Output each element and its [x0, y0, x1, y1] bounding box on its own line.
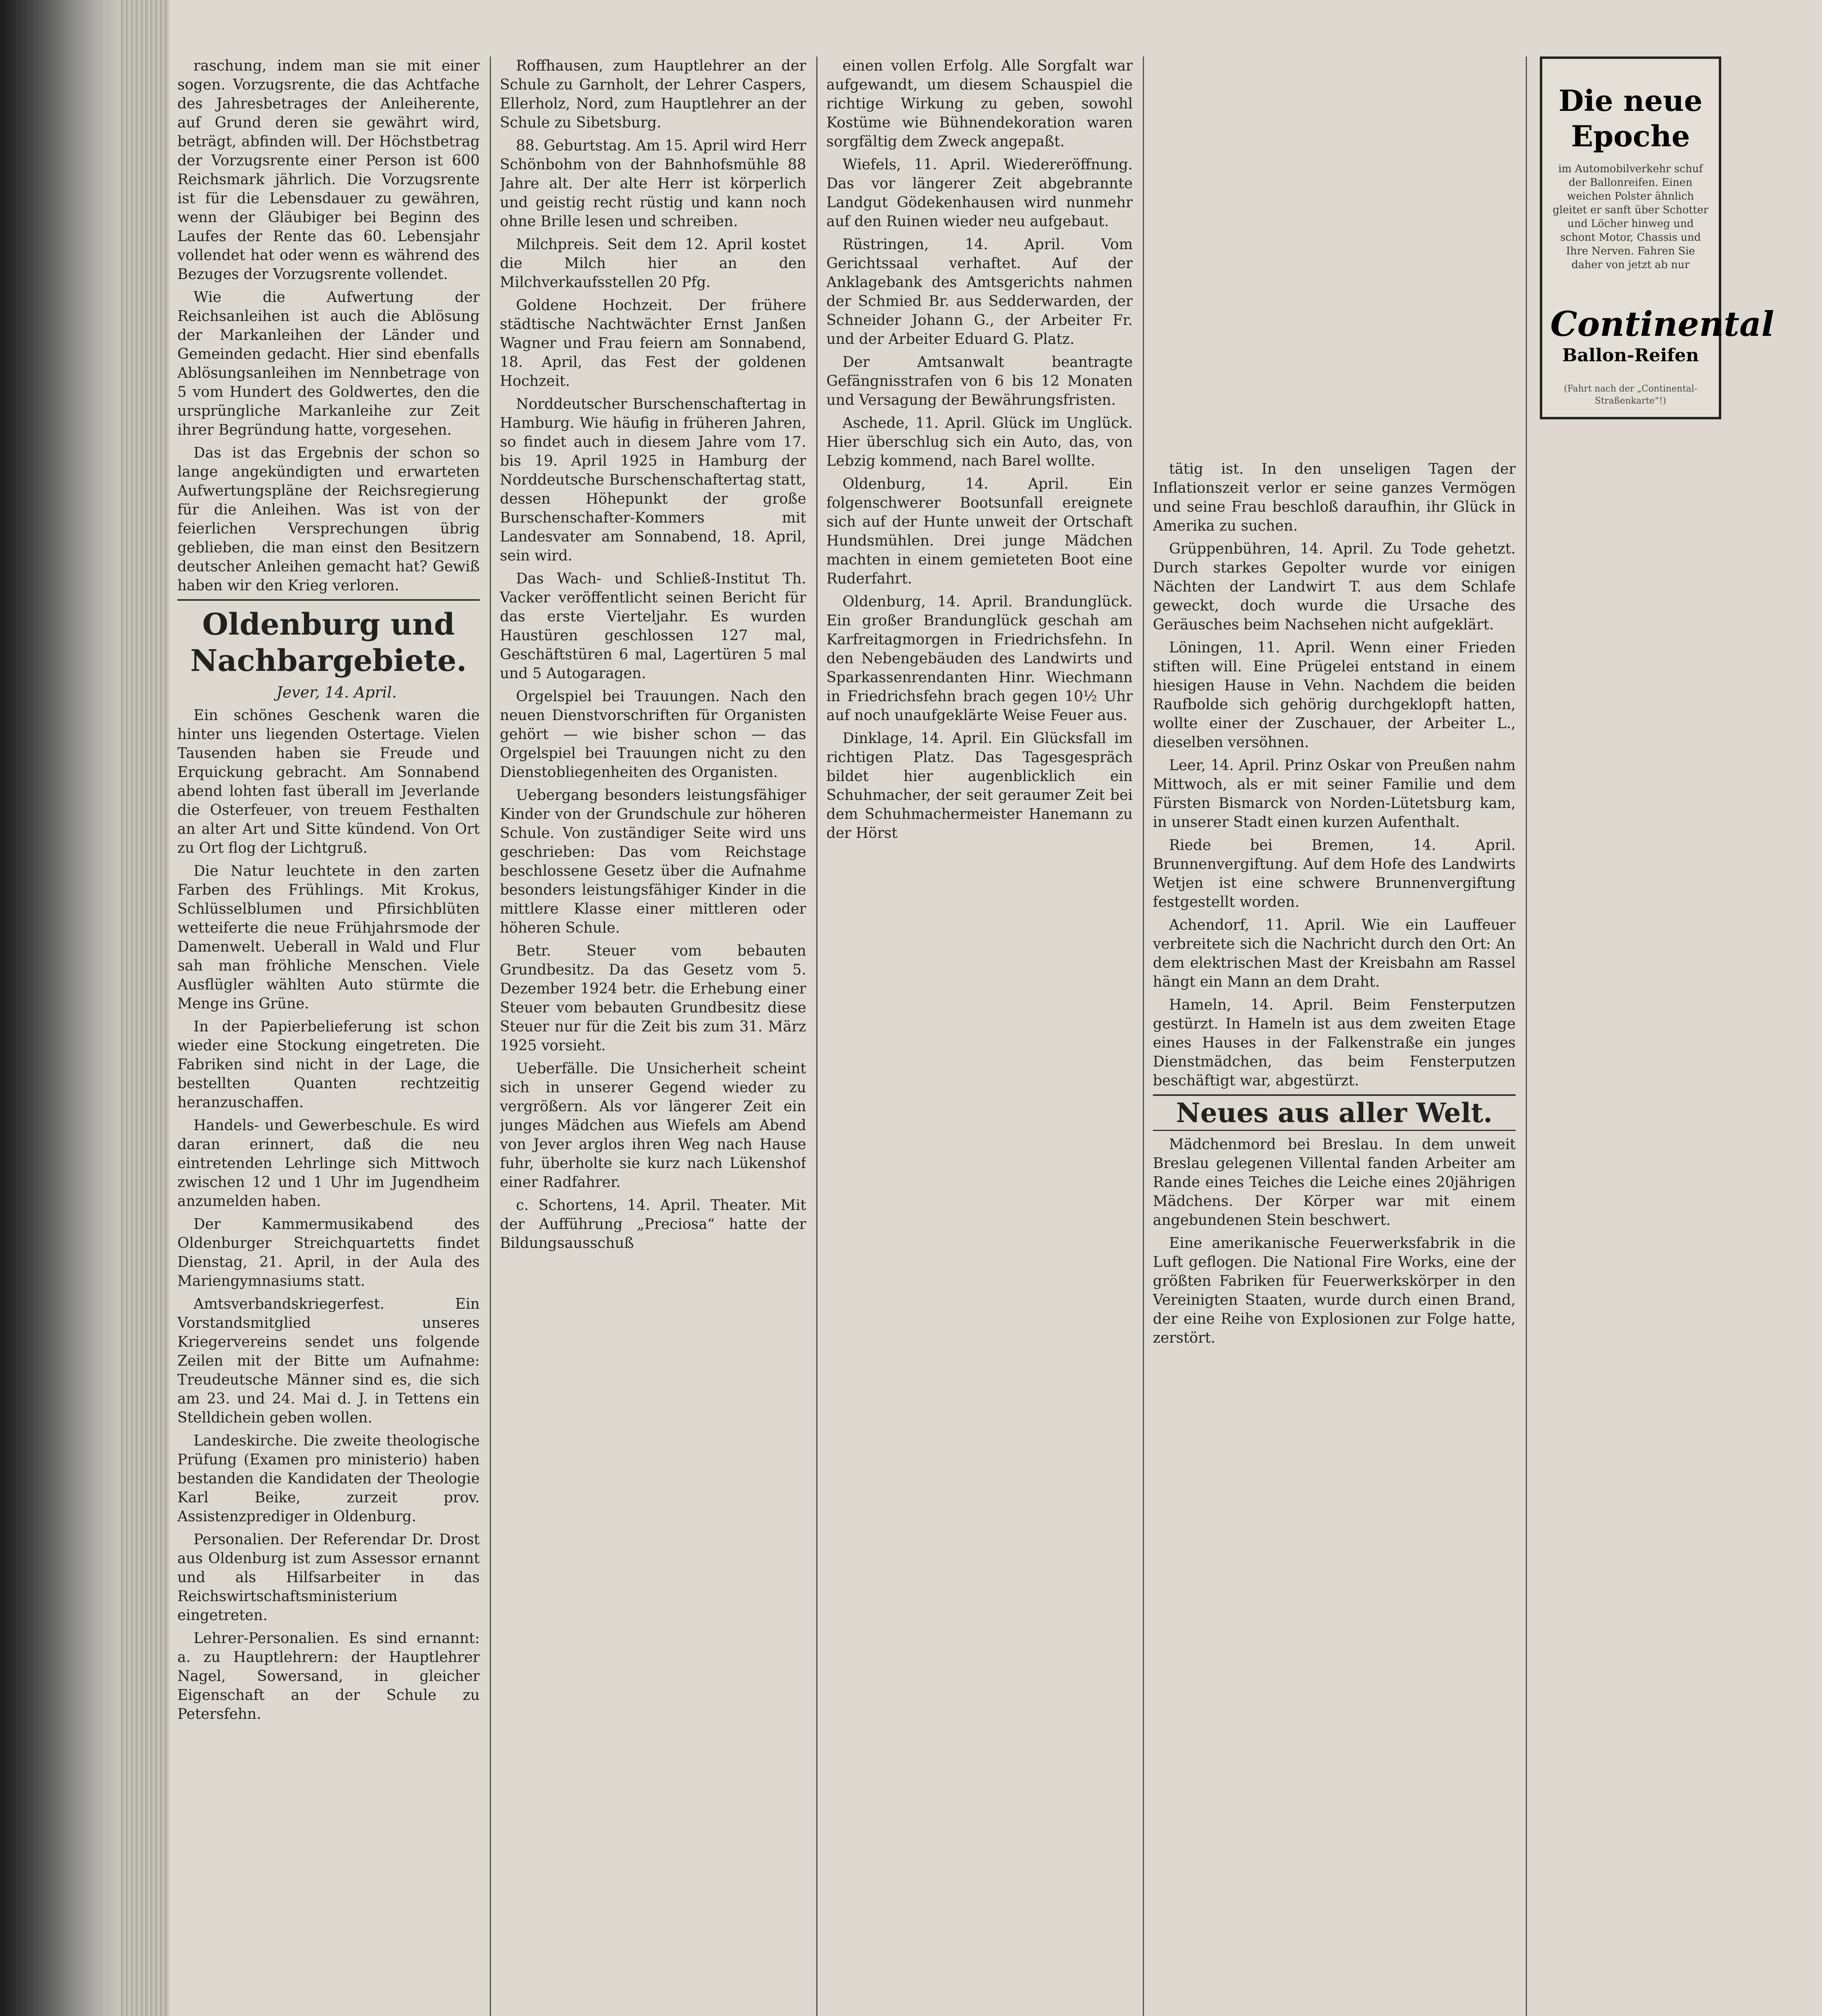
continental-advertisement [1540, 56, 1774, 419]
article-text: Milchpreis. Seit dem 12. April kostet die Milch hier an den Milchverkaufsstellen 20 Pfg. [500, 236, 806, 291]
article-text: Oldenburg, 14. April. Brandunglück. Ein großer Brandunglück geschah am Karfreitagmorgen in Friedrichsfehn. In den Nebengebäuden des Landwirts und Sparkassenrendanten Hinr. Wiechmann in Friedrichsfehn brach gegen 10½ Uhr auf noch unaufgeklärte Weise Feuer aus. [826, 594, 1133, 724]
column-rule [816, 56, 817, 2016]
article-text: Wiefels, 11. April. Wiedereröffnung. Das vor längerer Zeit abgebrannte Landgut Gödekenhausen wird nunmehr auf den Ruinen wieder neu aufgebaut. [826, 156, 1133, 230]
article-text: Ueberfälle. Die Unsicherheit scheint sich in unserer Gegend wieder zu vergrößern. Als vor längerer Zeit ein junges Mädchen aus Wiefels am Abend von Jever arglos ihren Weg nach Hause fuhr, überholte sie kurz nach Lükenshof einer Radfahrer. [500, 1060, 806, 1191]
article-text: Goldene Hochzeit. Der frühere städtische Nachtwächter Ernst Janßen Wagner und Frau feiern am Sonnabend, 18. April, das Fest der goldenen Hochzeit. [500, 297, 806, 389]
article-text: Aschede, 11. April. Glück im Unglück. Hier überschlug sich ein Auto, das, von Lebzig kommend, nach Barel wollte. [826, 415, 1133, 469]
article-text: Der Amtsanwalt beantragte Gefängnisstrafen von 6 bis 12 Monaten und Versagung der Bewährungsfristen. [826, 354, 1133, 408]
column-3 [826, 56, 1133, 2016]
column-rule [490, 56, 491, 2016]
article-text: Landeskirche. Die zweite theologische Prüfung (Examen pro ministerio) haben bestanden die Kandidaten der Theologie Karl Beike, zurzeit prov. Assistenzprediger in Oldenburg. [177, 1433, 480, 1525]
article-text: Roffhausen, zum Hauptlehrer an der Schule zu Garnholt, der Lehrer Caspers, Ellerholz, Nord, zum Hauptlehrer an der Schule zu Sibetsburg. [500, 58, 806, 131]
article-text: Handels- und Gewerbeschule. Es wird daran erinnert, daß die neu eintretenden Lehrlinge sich Mittwoch zwischen 12 und 1 Uhr im Jugendheim anzumelden haben. [177, 1117, 480, 1210]
article-text: Ein schönes Geschenk waren die hinter uns liegenden Ostertage. Vielen Tausenden haben sie Freude und Erquickung gebracht. Am Sonnabend abend lohten fast überall im Jeverlande die Osterfeuer, von treuem Festhalten an alter Art und Sitte kündend. Von Ort zu Ort flog der Lichtgruß. [177, 707, 480, 856]
article-text: Hameln, 14. April. Beim Fensterputzen gestürzt. In Hameln ist aus dem zweiten Etage eines Hauses in der Falkenstraße ein junges Dienstmädchen, das beim Fensterputzen beschäftigt war, abgestürzt. [1153, 997, 1516, 1089]
dateline: Jever, 14. April. [276, 683, 397, 701]
article-text: Lehrer-Personalien. Es sind ernannt: a. zu Hauptlehrern: der Hauptlehrer Nagel, Sowersand, in gleicher Eigenschaft an der Schule zu Petersfehn. [177, 1630, 480, 1722]
article-text: Die Natur leuchtete in den zarten Farben des Frühlings. Mit Krokus, Schlüsselblumen und Pfirsichblüten wetteiferte die neue Frühjahrsmode der Damenwelt. Ueberall in Wald und Flur sah man fröhliche Menschen. Viele Ausflügler wählten Auto stürmte die Menge ins Grüne. [177, 863, 480, 1012]
article-text: Der Kammermusikabend des Oldenburger Streichquartetts findet Dienstag, 21. April, in der Aula des Mariengymnasiums statt. [177, 1216, 480, 1289]
page-content [177, 56, 1774, 2016]
article-text: Das ist das Ergebnis der schon so lange angekündigten und erwarteten Aufwertungspläne der Reichsregierung für die Anleihen. Was ist von der feierlichen Versprechungen übrig geblieben, die man einst den Besitzern deutscher Anleihen gemacht hat? Gewiß haben wir den Krieg verloren. [177, 445, 480, 594]
column-4 [1153, 460, 1516, 2016]
article-text: raschung, indem man sie mit einer sogen. Vorzugsrente, die das Achtfache des Jahresbetrages der Anleiherente, auf Grund deren sie gewährt wird, beträgt, abfinden will. Der Höchstbetrag der Vorzugsrente einer Person ist 600 Reichsmark jährlich. Die Vorzugsrente ist für die Lebensdauer zu gewähren, wenn der Gläubiger bei Beginn des Laufes der Rente das 60. Lebensjahr vollendet hat oder wenn es während des Bezuges der Vorzugsrente vollendet. [177, 58, 480, 283]
ad-title: Die neue Epoche [1558, 83, 1703, 153]
article-text: einen vollen Erfolg. Alle Sorgfalt war aufgewandt, um diesem Schauspiel die richtige Wirkung zu geben, sowohl Kostüme wie Bühnendekoration waren sorgfältig dem Zweck angepaßt. [826, 58, 1133, 150]
article-text: Wie die Aufwertung der Reichsanleihen ist auch die Ablösung der Markanleihen der Länder und Gemeinden gedacht. Hier sind ebenfalls Ablösungsanleihen im Nennbetrage von 5 vom Hundert des Goldwertes, den die ursprüngliche Markanleihe zur Zeit ihrer Begründung hatte, vorgesehen. [177, 289, 480, 438]
article-text: Orgelspiel bei Trauungen. Nach den neuen Dienstvorschriften für Organisten gehört — wie bisher schon — das Orgelspiel bei Trauungen nicht zu den Dienstobliegenheiten des Organisten. [500, 688, 806, 781]
column-2 [500, 56, 806, 2016]
article-text: Grüppenbühren, 14. April. Zu Tode gehetzt. Durch starkes Gepolter wurde vor einigen Nächten der Landwirt T. aus dem Schlafe geweckt, doch wurde die Ursache des Geräusches beim Nachsehen nicht aufgeklärt. [1153, 541, 1516, 633]
article-text: c. Schortens, 14. April. Theater. Mit der Aufführung „Preciosa“ hatte der Bildungsausschuß [500, 1197, 806, 1252]
article-text: Eine amerikanische Feuerwerksfabrik in die Luft geflogen. Die National Fire Works, eine der größten Fabriken für Feuerwerkskörper in den Vereinigten Staaten, wurde durch einen Brand, der eine Reihe von Explosionen zur Folge hatte, zerstört. [1153, 1235, 1516, 1346]
ad-brand: Continental [1550, 304, 1774, 344]
section-heading-oldenburg: Oldenburg und Nachbargebiete. [177, 599, 480, 679]
article-text: Betr. Steuer vom bebauten Grundbesitz. Da das Gesetz vom 5. Dezember 1924 betr. die Erhebung einer Steuer vom bebauten Grundbesitz diese Steuer nur für die Zeit bis zum 31. März 1925 vorsieht. [500, 943, 806, 1054]
page-stack-edge [121, 0, 169, 2016]
article-text: Riede bei Bremen, 14. April. Brunnenvergiftung. Auf dem Hofe des Landwirts Wetjen ist eine schwere Brunnenvergiftung festgestellt worden. [1153, 837, 1516, 910]
article-text: Löningen, 11. April. Wenn einer Frieden stiften will. Eine Prügelei entstand in einem hiesigen Hause in Vehn. Nachdem die beiden Raufbolde sich gehörig durchgeklopft hatten, wollte einer der Zuschauer, der Arbeiter L., dieselben versöhnen. [1153, 639, 1516, 751]
article-text: Amtsverbandskriegerfest. Ein Vorstandsmitglied unseres Kriegervereins sendet uns folgende Zeilen mit der Bitte um Aufnahme: Treudeutsche Männer sind es, die sich am 23. und 24. Mai d. J. in Tettens ein Stelldichein geben wollen. [177, 1296, 480, 1426]
ad-text: im Automobilverkehr schuf der Ballonreifen. Einen weichen Polster ähnlich gleitet er sanft über Schotter und Löcher hinweg und schont Motor, Chassis und Ihre Nerven. Fahren Sie daher von jetzt ab nur [1552, 163, 1709, 271]
ad-subbrand: Ballon-Reifen [1562, 345, 1699, 366]
article-text: 88. Geburtstag. Am 15. April wird Herr Schönbohm von der Bahnhofsmühle 88 Jahre alt. Der alte Herr ist körperlich und geistig recht rüstig und kann noch ohne Brille lesen und schreiben. [500, 137, 806, 230]
article-text: Mädchenmord bei Breslau. In dem unweit Breslau gelegenen Villental fanden Arbeiter am Rande eines Teiches die Leiche eines 20jährigen Mädchens. Der Körper war mit einem angebundenen Stein beschwert. [1153, 1136, 1516, 1229]
article-text: Uebergang besonders leistungsfähiger Kinder von der Grundschule zur höheren Schule. Von zuständiger Seite wird uns geschrieben: Das vom Reichstage beschlossene Gesetz über die Aufnahme besonders leistungsfähiger Kinder in die mittlere Klasse einer mittleren oder höheren Schule. [500, 787, 806, 936]
article-text: Dinklage, 14. April. Ein Glücksfall im richtigen Platz. Das Tagesgespräch bildet hier augenblicklich ein Schuhmacher, der seit geraumer Zeit bei dem Schuhmachermeister Hanemann zu der Hörst [826, 730, 1133, 841]
column-1 [177, 56, 480, 2016]
article-text: Achendorf, 11. April. Wie ein Lauffeuer verbreitete sich die Nachricht durch den Ort: An dem elektrischen Mast der Kreisbahn am Rassel hängt ein Mann an dem Draht. [1153, 917, 1516, 990]
column-rule [1526, 56, 1527, 2016]
article-text: Personalien. Der Referendar Dr. Drost aus Oldenburg ist zum Assessor ernannt und als Hilfsarbeiter in das Reichswirtschaftsministerium eingetreten. [177, 1531, 480, 1624]
article-text: tätig ist. In den unseligen Tagen der Inflationszeit verlor er seine ganzes Vermögen und seine Frau beschloß daraufhin, ihr Glück in Amerika zu suchen. [1153, 461, 1516, 534]
article-text: Rüstringen, 14. April. Vom Gerichtssaal verhaftet. Auf der Anklagebank des Amtsgerichts nahmen der Schmied Br. aus Sedderwarden, der Schneider Johann G., der Arbeiter Fr. und der Arbeiter Eduard G. Platz. [826, 236, 1133, 348]
book-spine-edge [0, 0, 121, 2016]
ad-footnote: (Fahrt nach der „Continental-Straßenkarte“!) [1564, 384, 1697, 406]
article-text: Das Wach- und Schließ-Institut Th. Vacker veröffentlicht seinen Bericht für das erste Vierteljahr. Es wurden Haustüren geschlossen 127 mal, Geschäftstüren 6 mal, Lagertüren 5 mal und 5 Autogaragen. [500, 571, 806, 682]
article-text: Leer, 14. April. Prinz Oskar von Preußen nahm Mittwoch, als er mit seiner Familie und dem Fürsten Bismarck von Norden-Lütetsburg kam, in unserer Stadt einen kurzen Aufenthalt. [1153, 757, 1516, 831]
section-heading-neues: Neues aus aller Welt. [1153, 1094, 1516, 1131]
article-text: In der Papierbelieferung ist schon wieder eine Stockung eingetreten. Die Fabriken sind nicht in der Lage, die bestellten Quanten rechtzeitig heranzuschaffen. [177, 1018, 480, 1111]
column-rule [1143, 56, 1144, 2016]
article-text: Norddeutscher Burschenschaftertag in Hamburg. Wie häufig in früheren Jahren, so findet auch in diesem Jahre vom 17. bis 19. April 1925 in Hamburg der Norddeutsche Burschenschaftertag statt, dessen Höhepunkt der große Burschenschafter-Kommers mit Landesvater am Sonnabend, 18. April, sein wird. [500, 396, 806, 564]
article-text: Oldenburg, 14. April. Ein folgenschwerer Bootsunfall ereignete sich auf der Hunte unweit der Ortschaft Hundsmühlen. Drei junge Mädchen machten in einem gemieteten Boot eine Ruderfahrt. [826, 476, 1133, 587]
